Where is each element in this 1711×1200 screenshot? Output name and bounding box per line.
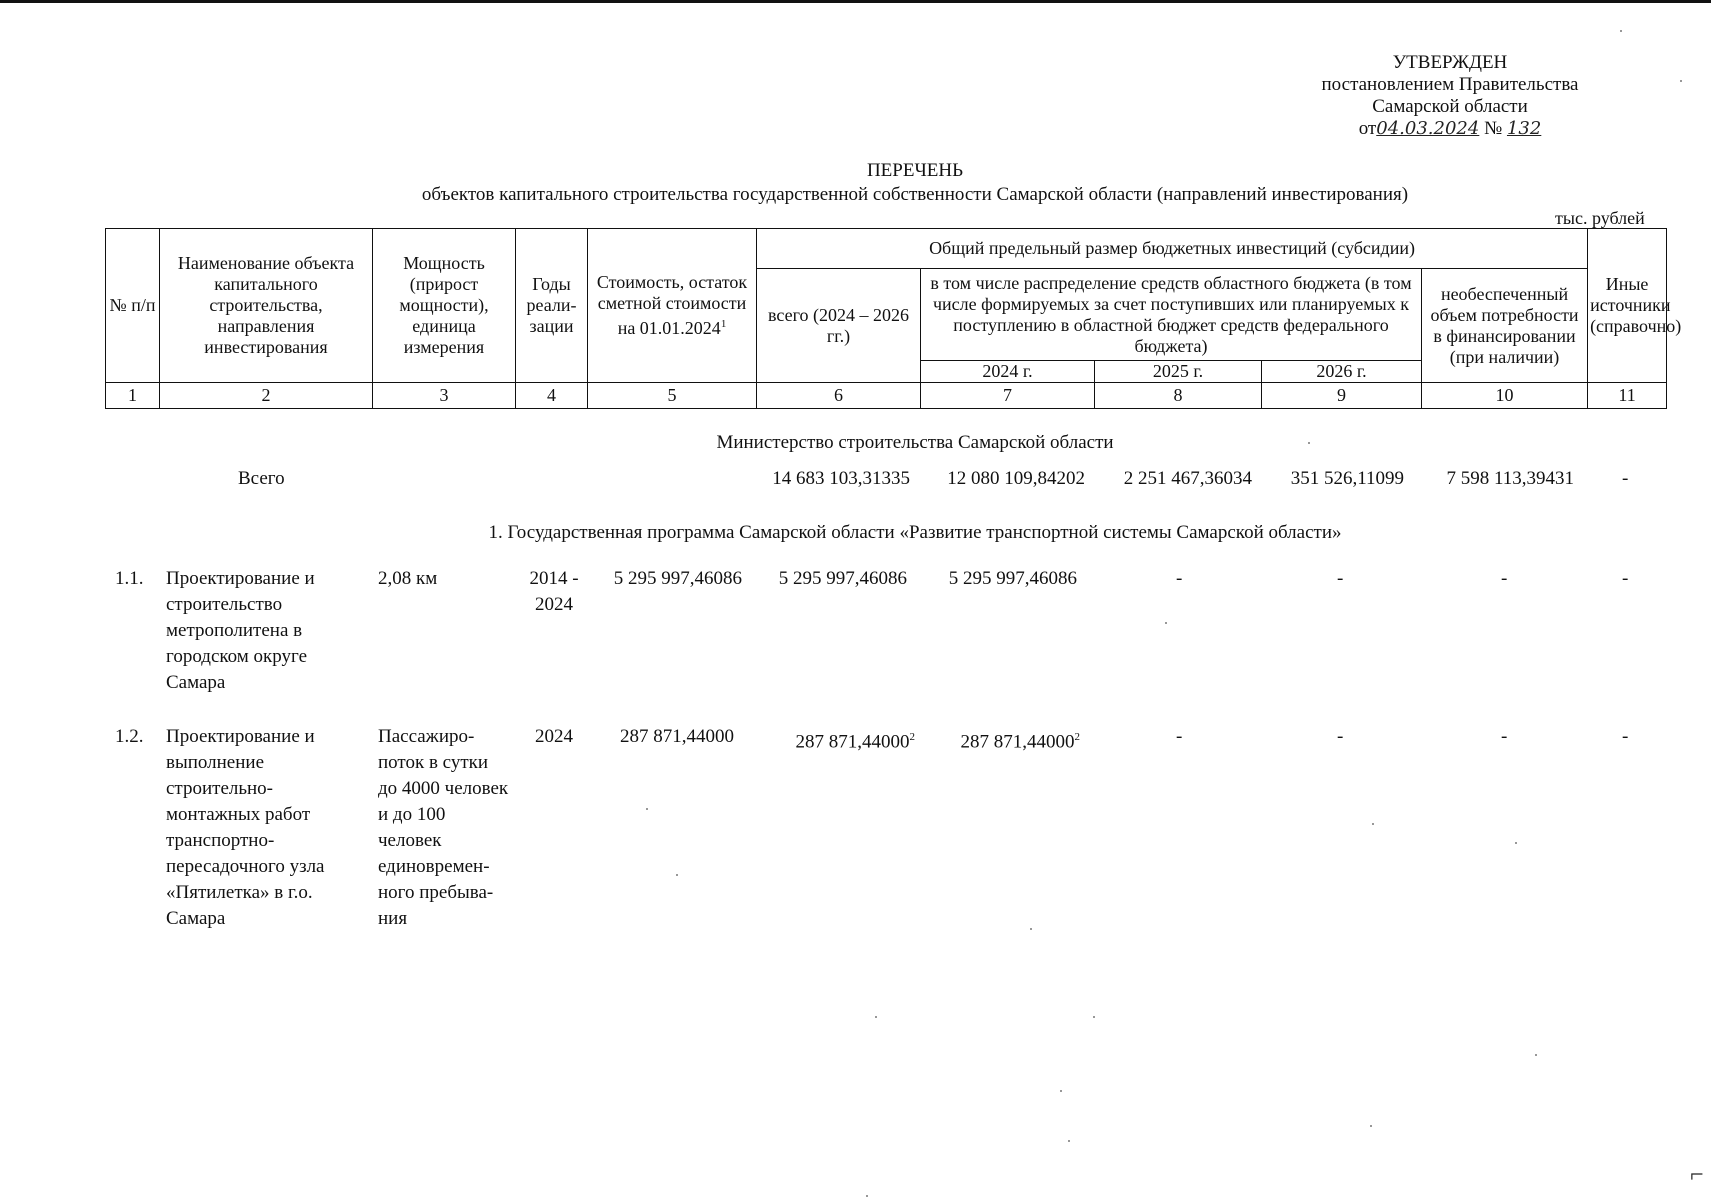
row-number: 1.2. — [115, 726, 144, 747]
row-years: 2024 — [535, 726, 573, 747]
total-value-col9: 351 526,11099 — [1290, 468, 1404, 489]
col-number: 8 — [1095, 383, 1262, 409]
scan-speck — [1030, 928, 1032, 930]
date-prefix: от — [1358, 118, 1377, 139]
total-value-col6: 14 683 103,31335 — [772, 468, 910, 489]
row-total — [760, 724, 915, 755]
program-heading: 1. Государственная программа Самарской области «Развитие транспортной системы Самарской области» — [488, 522, 1342, 543]
document-title: ПЕРЕЧЕНЬ — [866, 160, 964, 181]
col-number: 3 — [373, 383, 516, 409]
col-header-capacity: Мощность (прирост мощности), единица измерения — [373, 229, 516, 383]
scan-speck — [866, 1195, 868, 1197]
col-header-total: всего (2024 – 2026 гг.) — [757, 269, 921, 383]
col-number: 4 — [516, 383, 588, 409]
document-subtitle: объектов капитального строительства государственной собственности Самарской области (направлений инвестирования) — [421, 184, 1409, 205]
scan-speck — [1680, 80, 1682, 82]
total-value-col11: - — [1622, 468, 1629, 489]
scan-speck — [1372, 823, 1374, 825]
approval-title: УТВЕРЖДЕН — [1392, 52, 1508, 73]
row-2024: 5 295 997,46086 — [948, 568, 1077, 589]
row-years: 2014 - 2024 — [529, 568, 579, 615]
number-prefix: № — [1484, 118, 1503, 139]
row-total-value: 287 871,44000 — [795, 731, 910, 753]
approval-date-line — [1300, 118, 1600, 140]
approval-date: 04.03.2024 — [1376, 118, 1480, 139]
row-other-sources: - — [1622, 568, 1629, 589]
row-2025: - — [1176, 726, 1183, 747]
approval-line: Самарской области — [1372, 96, 1528, 117]
col-number: 7 — [921, 383, 1095, 409]
row-capacity: Пассажиро-поток в сутки до 4000 человек и до 100 человек единовремен-ного пребыва-ния — [378, 726, 509, 929]
col-header-cost — [588, 229, 757, 383]
scan-speck — [875, 1016, 877, 1018]
col-header-name: Наименование объекта капитального строительства, направления инвестирования — [160, 229, 373, 383]
scan-speck — [1535, 1054, 1537, 1056]
row-2026: - — [1337, 726, 1344, 747]
total-value-col10: 7 598 113,39431 — [1446, 468, 1574, 489]
col-header-other-sources: Иные источники (справочно) — [1588, 229, 1667, 383]
row-object-name: Проектирование и выполнение строительно-монтажных работ транспортно-пересадочного узла «Пятилетка» в г.о. Самара — [166, 726, 325, 929]
row-object-name: Проектирование и строительство метрополитена в городском округе Самара — [166, 568, 315, 693]
scan-speck — [1515, 842, 1517, 844]
col-number: 5 — [588, 383, 757, 409]
row-cost: 5 295 997,46086 — [613, 568, 742, 589]
scan-speck — [1370, 1125, 1372, 1127]
scan-speck — [1620, 30, 1622, 32]
total-value-col7: 12 080 109,84202 — [947, 468, 1085, 489]
col-header-cost-text: Стоимость, остаток сметной стоимости на 01.01.2024 — [596, 272, 748, 338]
col-header-2025: 2025 г. — [1095, 361, 1262, 383]
page-top-edge — [0, 0, 1711, 3]
scan-speck — [1165, 622, 1167, 624]
scan-speck — [646, 808, 648, 810]
col-number: 10 — [1422, 383, 1588, 409]
col-number: 2 — [160, 383, 373, 409]
col-number: 9 — [1262, 383, 1422, 409]
scan-speck — [1060, 1090, 1062, 1092]
scan-speck — [1308, 442, 1310, 444]
col-number: 1 — [106, 383, 160, 409]
row-capacity: 2,08 км — [378, 568, 438, 589]
approval-line: постановлением Правительства — [1321, 74, 1579, 95]
scan-speck — [1068, 1140, 1070, 1142]
col-number: 6 — [757, 383, 921, 409]
col-header-investments-group: Общий предельный размер бюджетных инвестиций (субсидии) — [757, 229, 1588, 269]
col-header-years: Годы реали-зации — [516, 229, 588, 383]
row-2026: - — [1337, 568, 1344, 589]
approval-number: 132 — [1506, 118, 1542, 139]
scan-corner-mark: ⌐ — [1690, 1162, 1704, 1188]
footnote-mark: 2 — [909, 731, 915, 743]
col-header-number: № п/п — [106, 229, 160, 383]
units-label: тыс. рублей — [1555, 208, 1645, 228]
total-value-col8: 2 251 467,36034 — [1123, 468, 1252, 489]
row-cost: 287 871,44000 — [620, 726, 734, 747]
header-table — [105, 228, 1682, 409]
ministry-heading: Министерство строительства Самарской области — [716, 432, 1114, 453]
row-total: 5 295 997,46086 — [778, 568, 907, 589]
total-label: Всего — [238, 468, 285, 489]
col-header-distribution: в том числе распределение средств областного бюджета (в том числе формируемых за счет поступивших или планируемых к поступлению в областной бюджет средств федерального бюджета) — [921, 269, 1422, 361]
scan-speck — [1093, 1016, 1095, 1018]
row-unfunded: - — [1501, 726, 1508, 747]
row-other-sources: - — [1622, 726, 1629, 747]
col-header-2026: 2026 г. — [1262, 361, 1422, 383]
row-unfunded: - — [1501, 568, 1508, 589]
col-number: 11 — [1588, 383, 1667, 409]
row-number: 1.1. — [115, 568, 144, 589]
col-header-2024: 2024 г. — [921, 361, 1095, 383]
col-header-unfunded: необеспеченный объем потребности в финансировании (при наличии) — [1422, 269, 1588, 383]
row-2024-value: 287 871,44000 — [960, 731, 1075, 753]
scan-speck — [676, 874, 678, 876]
footnote-mark: 1 — [720, 318, 727, 330]
approval-stamp — [1300, 52, 1600, 140]
row-2025: - — [1176, 568, 1183, 589]
footnote-mark: 2 — [1074, 731, 1080, 743]
row-2024 — [925, 724, 1080, 755]
